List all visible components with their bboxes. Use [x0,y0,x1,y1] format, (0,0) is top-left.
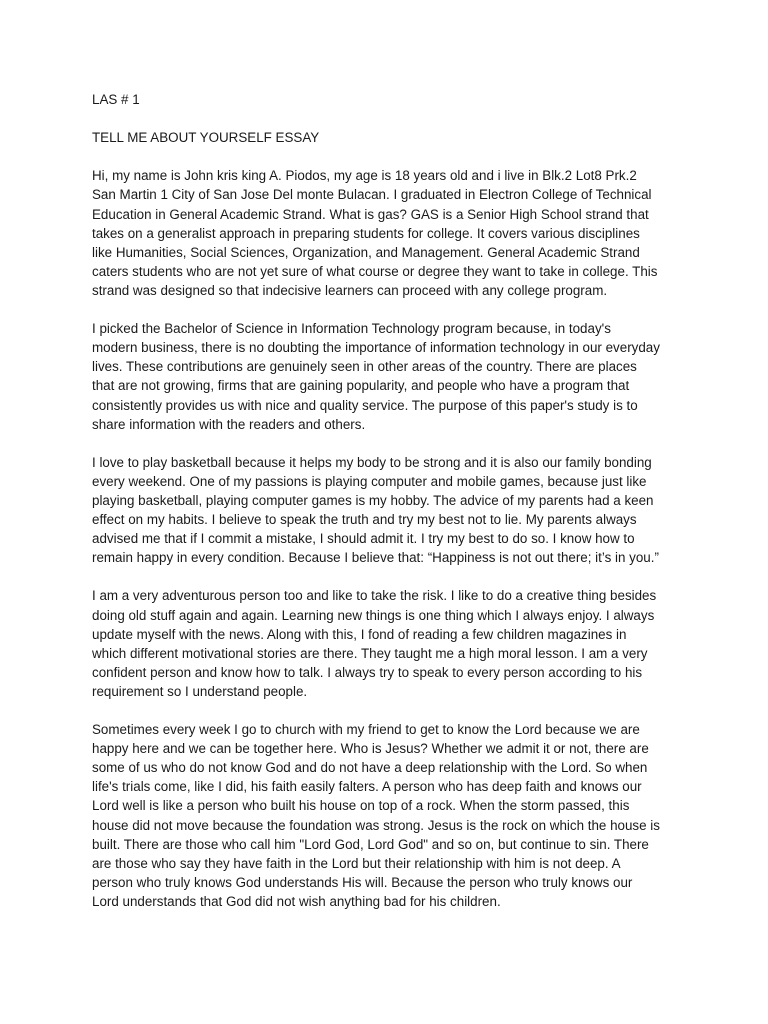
essay-body [92,90,692,911]
paragraph-line: lives. These contributions are genuinely seen in other areas of the country. There are places [92,359,637,375]
paragraph-line: confident person and know how to talk. I always try to speak to every person according to his [92,664,643,680]
paragraph [92,453,692,568]
paragraph-line: I picked the Bachelor of Science in Information Technology program because, in today's [92,321,611,337]
paragraph [92,166,692,300]
paragraph-line: every weekend. One of my passions is playing computer and mobile games, because just like [92,473,647,489]
paragraph-line: which different motivational stories are there. They taught me a high moral lesson. I am a very [92,645,648,661]
essay-header [92,90,692,147]
paragraph-line: person who truly knows God understands His will. Because the person who truly knows our [92,874,633,890]
paragraph-line: some of us who do not know God and do not have a deep relationship with the Lord. So when [92,760,648,776]
activity-label: LAS # 1 [92,92,140,107]
paragraph-line: consistently provides us with nice and quality service. The purpose of this paper's study is to [92,397,638,413]
paragraph [92,586,692,701]
paragraph-line: playing basketball, playing computer games is my hobby. The advice of my parents had a keen [92,492,654,508]
paragraph-line: Lord understands that God did not wish anything bad for his children. [92,893,501,909]
paragraph-line: effect on my habits. I believe to speak the truth and try my best not to lie. My parents always [92,512,637,528]
paragraph-line: doing old stuff again and again. Learning new things is one thing which I always enjoy. I always [92,607,655,623]
paragraph-line: remain happy in every condition. Because I believe that: “Happiness is not out there; it’s in you.” [92,550,659,566]
paragraph-line: like Humanities, Social Sciences, Organization, and Management. General Academic Strand [92,244,640,260]
paragraph-line: Sometimes every week I go to church with my friend to get to know the Lord because we are [92,722,640,738]
paragraph-line: happy here and we can be together here. Who is Jesus? Whether we admit it or not, there are [92,741,649,757]
paragraph-line: life's trials come, like I did, his faith easily falters. A person who has deep faith and knows our [92,779,642,795]
paragraph-line: Lord well is like a person who built his house on top of a rock. When the storm passed, this [92,798,630,814]
paragraph-line: house did not move because the foundation was strong. Jesus is the rock on which the house is [92,817,660,833]
paragraph-line: Education in General Academic Strand. What is gas? GAS is a Senior High School strand that [92,206,649,222]
paragraph-line: strand was designed so that indecisive learners can proceed with any college program. [92,282,608,298]
spacer [92,109,692,128]
paragraph-line: takes on a generalist approach in preparing students for college. It covers various disciplines [92,225,640,241]
paragraph-line: modern business, there is no doubting the importance of information technology in our everyday [92,340,660,356]
paragraph-line: I am a very adventurous person too and like to take the risk. I like to do a creative thing besides [92,588,657,604]
paragraph-line: Hi, my name is John kris king A. Piodos, my age is 18 years old and i live in Blk.2 Lot8 Prk.2 [92,168,637,184]
paragraph [92,319,692,434]
paragraph-line: advised me that if I commit a mistake, I should admit it. I try my best to do so. I know how to [92,531,635,547]
paragraph-line: that are not growing, firms that are gaining popularity, and people who have a program that [92,378,630,394]
paragraph-line: update myself with the news. Along with this, I fond of reading a few children magazines in [92,626,627,642]
paragraph-line: I love to play basketball because it helps my body to be strong and it is also our family bonding [92,454,652,470]
paragraph-line: are those who say they have faith in the Lord but their relationship with him is not deep. A [92,855,621,871]
paragraph-line: share information with the readers and others. [92,416,366,432]
paragraph-line: caters students who are not yet sure of what course or degree they want to take in college. This [92,263,658,279]
essay-title: TELL ME ABOUT YOURSELF ESSAY [92,130,320,146]
paragraph [92,720,692,911]
paragraph-line: requirement so I understand people. [92,683,308,699]
paragraph-line: San Martin 1 City of San Jose Del monte Bulacan. I graduated in Electron College of Technical [92,187,652,203]
paragraph-line: built. There are those who call him "Lord God, Lord God" and so on, but continue to sin. There [92,836,649,852]
essay-paragraphs [92,166,692,911]
